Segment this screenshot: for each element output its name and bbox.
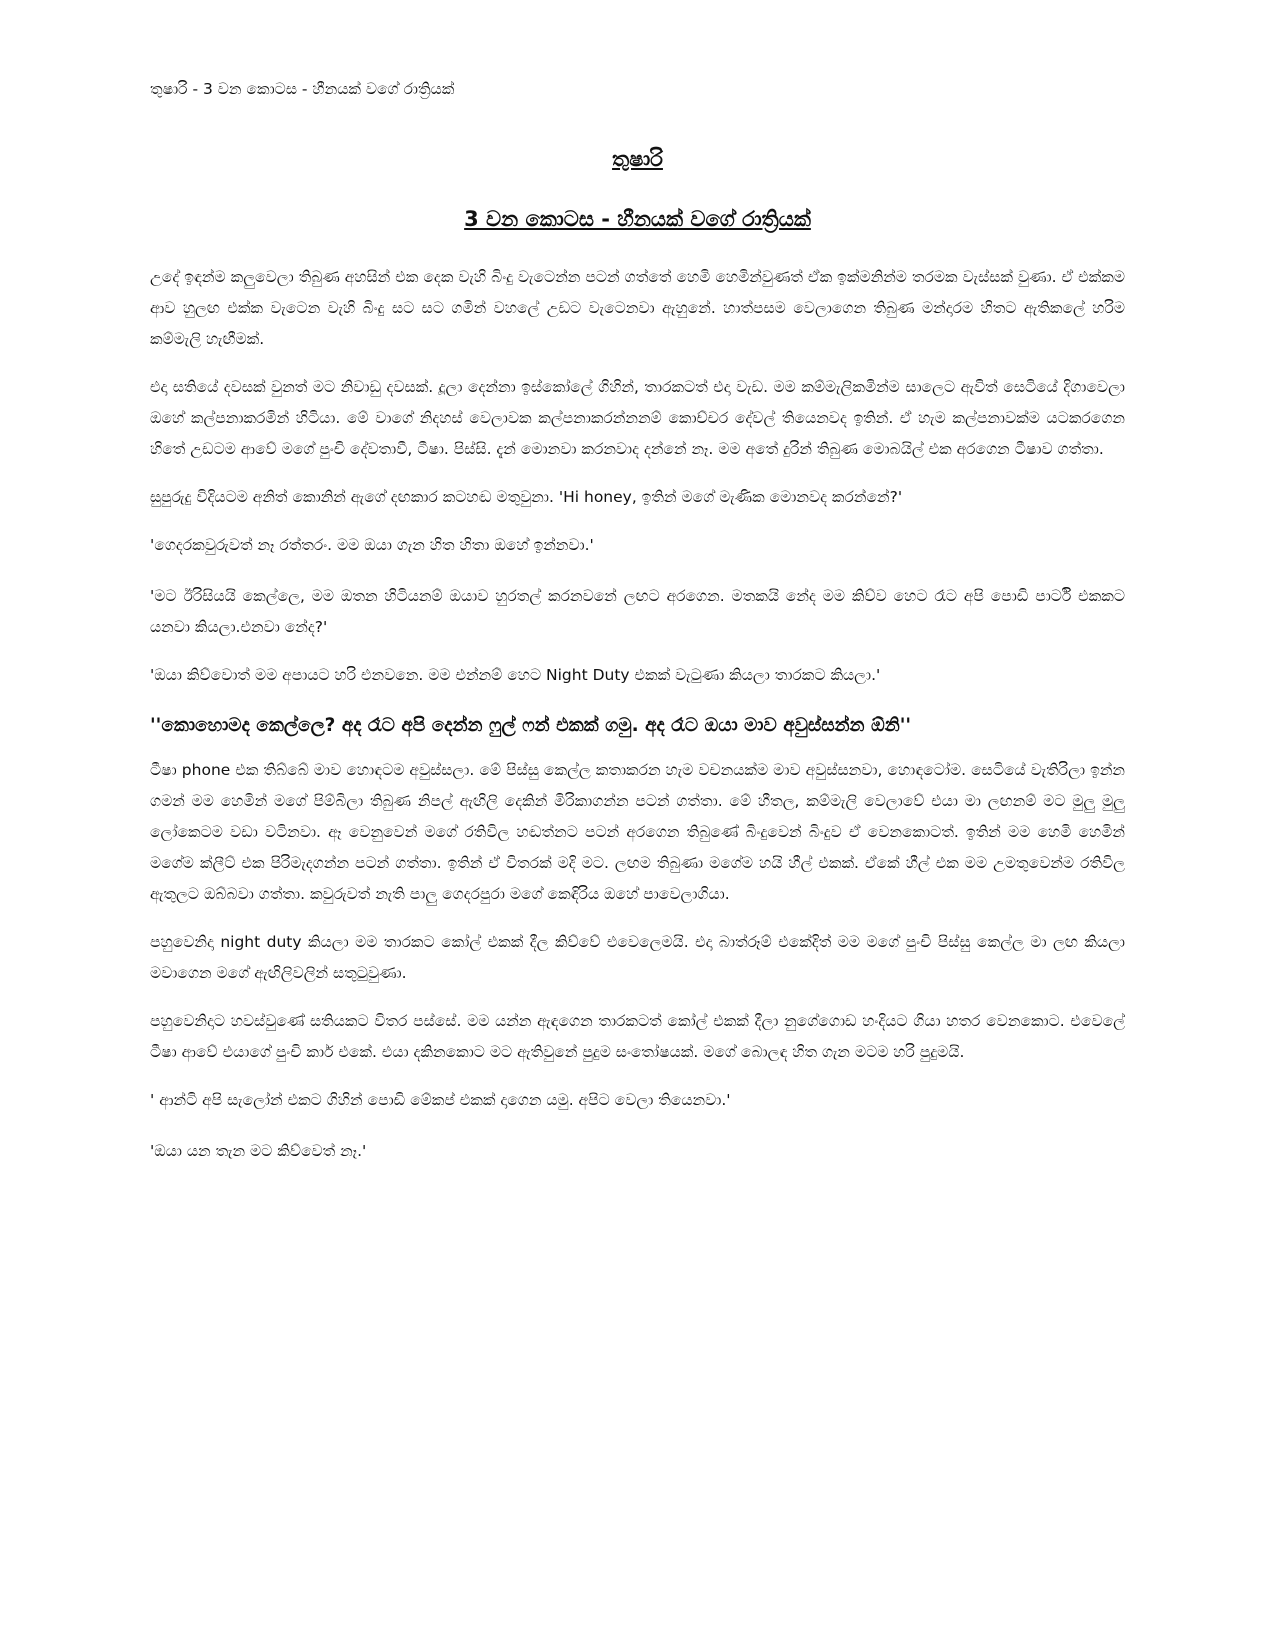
running-header: තුෂාරි - 3 වන කොටස - හීනයක් වගේ රාත්‍රියක් — [150, 80, 455, 98]
paragraph: 'ඔයා යන තැන මට කිව්වෙත් නෑ.' — [150, 1142, 367, 1160]
paragraph: සුපුරුදු විදියටම අනිත් කොනින් ඇගේ දඟකාර කටහඬ මතුවුනා. 'Hi honey, ඉතින් මගේ මැණික මොනවද කරන්නේ?' — [150, 488, 903, 506]
paragraph: ටීෂා phone එක තිබ්බේ මාව හොඳටම අවුස්සලා. මේ පිස්සු කෙල්ල කතාකරන හැම වචනයක්ම මාව අවුස්සනවා, හොඳටෝම. සෙටියේ වැතිරිලා ඉන්න ගමන් මම හෙමින් මගේ පිම්බිලා තිබුණ නිපල් ඇඟිලි දෙකින් මිරිකාගන්න පටන් ගත්තා. මේ හීතල, කම්මැලි වෙලාවේ එයා මා ලඟනම් මට මුලු මුලු ලෝකෙටම වඩා වටිනවා. ඈ වෙනුවෙන් මගේ රතිවිල හඬත්නට පටන් අරගෙන තිබුණේ බිංදුවෙන් බිංදුව ඒ වෙනකොටත්. ඉතින් මම හෙමි හෙමින් මගේම ක්ලීට් එක පිරිමැදගන්න පටන් ගත්තා. ඉතින් ඒ විතරක් මදි මට. ලඟම තිබුණා මගේම හයි හීල් එකක්. ඒකේ හීල් එක මම උමතුවෙන්ම රතිවිල ඇතුලට ඔබ්බවා ගත්තා. කවුරුවත් නැති පාලු ගෙදරපුරා මගේ කෙඳිරිය ඔහේ පාවෙලාගියා. — [150, 761, 1125, 903]
paragraph: 'මට ඊරිසියයි කෙල්ලෙ, මම ඔතන හිටියනම් ඔයාව හුරතල් කරනවනේ ලඟට අරගෙන. මතකයි නේද මම කිව්ව හෙට රෑට අපි පොඩි පාර්ටි එකකට යනවා කියලා.එනවා නේද?' — [150, 587, 1125, 636]
paragraph: උදේ ඉඳන්ම කලුවෙලා තිබුණ අහසින් එක දෙක වැහි බිංදු වැටෙන්න පටන් ගත්තේ හෙමි හෙමින්වුණත් ඒක ඉක්මනින්ම තරමක වැස්සක් වුණා. ඒ එක්කම ආව හුලඟ එක්ක වැටෙන වැහි බිංදු සට සට ගමින් වහලේ උඩට වැටෙනවා ඇහුනේ. හාත්පසම වෙලාගෙන තිබුණ මන්දාරම හිතට ඇතිකලේ හරිම කම්මැලි හැඟීමක්. — [150, 268, 1125, 348]
document-subtitle: 3 වන කොටස - හීනයක් වගේ රාත්‍රියක් — [464, 207, 811, 231]
paragraph: පහුවෙනිදාට හවස්වුණේ සතියකට විතර පස්සේ. මම යන්න ඇඳගෙන තාරකටත් කෝල් එකක් දීලා නුගේගොඩ හංදියට ගියා හතර වෙනකොට. එවෙලේ ටීෂා ආවේ එයාගේ පුංචි කාර් එකේ. එයා දකිනකොට මට ඇතිවුනේ පුදුම සංතෝෂයක්. මගේ බොලඳ හිත ගැන මටම හරි පුදුමයි. — [150, 1012, 1125, 1061]
paragraph: එදා සතියේ දවසක් වුනත් මට නිවාඩු දවසක්. දූලා දෙන්නා ඉස්කෝලේ ගිහින්, තාරකටත් එදා වැඩ. මම කම්මැලිකමින්ම සාලෙට ඇවිත් සෙටියේ දිගාවෙලා ඔහේ කල්පනාකරමින් හිටියා. මේ වාගේ නිදහස් වෙලාවක කල්පනාකරන්නනම් කොච්චර දේවල් තියෙනවද ඉතින්. ඒ හැම කල්පනාවක්ම යටකරගෙන හිතේ උඩටම ආවේ මගේ පුංචි දේවතාවී, ටීෂා. පිස්සි. දැන් මොනවා කරනවාද දන්නේ නෑ. මම අතේ දුරින් තිබුණ මොබයිල් එක අරගෙන ටීෂාව ගත්තා. — [150, 378, 1125, 458]
paragraph: 'ඔයා කිව්වොත් මම අපායට හරි එනවනෙ. මම එන්නම් හෙට Night Duty එකක් වැටුණා කියලා තාරකට කියලා.' — [150, 666, 881, 684]
emphasis-quote: ''කොහොමද කෙල්ලෙ? අද රෑට අපි දෙන්න ෆුල් ෆන් එකක් ගමු. අද රෑට ඔයා මාව අවුස්සන්න ඕනි'' — [150, 715, 912, 736]
paragraph: පහුවෙනිදා night duty කියලා මම තාරකට කෝල් එකක් දීල කිව්වේ එවෙලෙමයි. එදා බාත්රූම් එකේදිත් මම මගේ පුංචි පිස්සු කෙල්ල මා ලඟ කියලා මවාගෙන මගේ ඇඟිලිවලින් සතුටුවුණා. — [150, 933, 1125, 982]
paragraph: 'ගෙදරකවුරුවත් නෑ රත්තරං. මම ඔයා ගැන හිත හිතා ඔහේ ඉන්නවා.' — [150, 536, 594, 554]
document-title: තුෂාරි — [612, 147, 663, 171]
paragraph: ' ආන්ටි අපි සැලෝන් එකට ගිහින් පොඩි මේකප් එකක් දාගෙන යමු. අපිට වෙලා තියෙනවා.' — [150, 1091, 731, 1109]
